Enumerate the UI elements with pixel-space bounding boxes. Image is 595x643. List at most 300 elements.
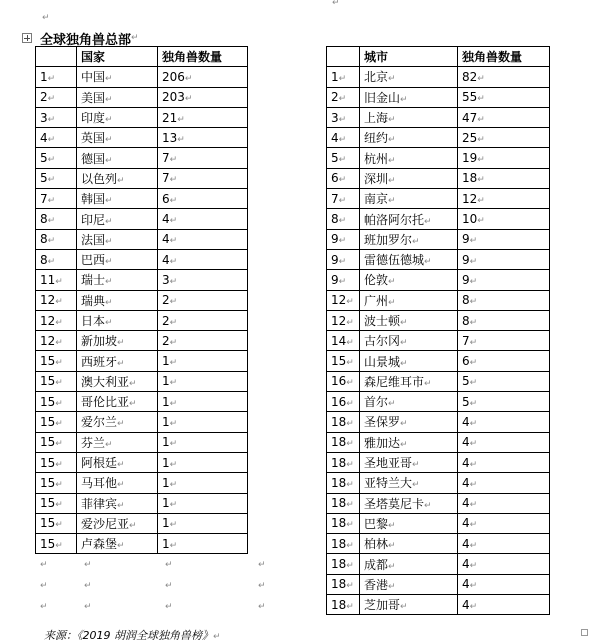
city-cell[interactable]: 香港↵ <box>360 574 458 594</box>
cell-mark: ↵ <box>388 581 396 592</box>
cell-mark: ↵ <box>346 581 354 592</box>
count-cell[interactable]: 3↵ <box>158 270 248 290</box>
count-cell[interactable]: 1↵ <box>158 412 248 432</box>
rank-cell[interactable]: 15↵ <box>36 493 77 513</box>
count-cell[interactable]: 206↵ <box>158 67 248 87</box>
table-row <box>327 534 550 554</box>
table-header-row <box>36 47 248 67</box>
cell-mark: ↵ <box>400 358 408 369</box>
paragraph-mark: ↵ <box>42 13 50 23</box>
cell-mark: ↵ <box>169 337 178 348</box>
cell-mark: ↵ <box>477 216 485 227</box>
cell-mark: ↵ <box>47 155 56 166</box>
count-cell[interactable]: 1↵ <box>158 351 248 371</box>
cell-mark: ↵ <box>469 540 478 551</box>
table-row <box>327 574 550 594</box>
count-cell[interactable]: 13↵ <box>158 128 248 148</box>
table-row <box>36 392 248 412</box>
table-row <box>36 249 248 269</box>
city-cell[interactable]: 巴黎↵ <box>360 513 458 533</box>
cell-mark: ↵ <box>105 94 113 105</box>
cell-mark: ↵ <box>469 561 478 572</box>
cell-mark: ↵ <box>388 399 396 410</box>
table-move-handle-icon[interactable] <box>22 33 32 43</box>
count-cell[interactable]: 9↵ <box>458 249 550 269</box>
cell-mark: ↵ <box>469 317 478 328</box>
city-cell[interactable]: 帕洛阿尔托↵ <box>360 209 458 229</box>
cell-mark: ↵ <box>469 459 478 470</box>
cell-mark: ↵ <box>105 74 113 85</box>
city-cell[interactable]: 伦敦↵ <box>360 270 458 290</box>
paragraph-mark: ↵ <box>258 560 266 571</box>
cell-mark: ↵ <box>346 297 354 308</box>
cell-mark: ↵ <box>105 439 113 450</box>
cell-mark: ↵ <box>177 134 185 145</box>
cell-mark: ↵ <box>117 500 125 511</box>
country-cell[interactable]: 芬兰↵ <box>77 432 158 452</box>
cell-mark: ↵ <box>47 175 56 186</box>
country-cell[interactable]: 菲律宾↵ <box>77 493 158 513</box>
country-header: 国家 <box>77 47 158 67</box>
paragraph-mark: ↵ <box>165 581 173 592</box>
paragraph-mark: ↵ <box>165 560 173 571</box>
cell-mark: ↵ <box>388 115 396 126</box>
country-cell[interactable]: 西班牙↵ <box>77 351 158 371</box>
cell-mark: ↵ <box>55 276 63 287</box>
rank-cell[interactable]: 7↵ <box>36 189 77 209</box>
city-cell[interactable]: 山景城↵ <box>360 351 458 371</box>
country-cell[interactable]: 卢森堡↵ <box>77 534 158 554</box>
cell-mark: ↵ <box>469 358 478 369</box>
cell-mark: ↵ <box>47 236 56 247</box>
cell-mark: ↵ <box>169 155 178 166</box>
rank-cell[interactable]: 18↵ <box>327 473 360 493</box>
country-cell[interactable]: 韩国↵ <box>77 189 158 209</box>
table-row <box>327 249 550 269</box>
table-row <box>327 351 550 371</box>
count-cell[interactable]: 1↵ <box>158 534 248 554</box>
count-cell[interactable]: 12↵ <box>458 189 550 209</box>
cell-mark: ↵ <box>105 277 113 288</box>
cell-mark: ↵ <box>400 94 408 105</box>
rank-cell[interactable]: 2↵ <box>327 87 360 107</box>
cell-mark: ↵ <box>338 216 347 227</box>
rank-cell[interactable]: 8↵ <box>36 229 77 249</box>
table-row <box>327 87 550 107</box>
count-cell[interactable]: 4↵ <box>458 554 550 574</box>
table-row <box>36 351 248 371</box>
cell-mark: ↵ <box>469 418 478 429</box>
table-row <box>327 290 550 310</box>
cell-mark: ↵ <box>169 236 178 247</box>
city-cell[interactable]: 芝加哥↵ <box>360 595 458 615</box>
rank-cell[interactable]: 12↵ <box>36 331 77 351</box>
count-cell[interactable]: 82↵ <box>458 67 550 87</box>
cell-mark: ↵ <box>388 277 396 288</box>
table-row <box>327 513 550 533</box>
rank-cell[interactable]: 15↵ <box>36 371 77 391</box>
cell-mark: ↵ <box>424 216 432 227</box>
count-cell[interactable]: 1↵ <box>158 473 248 493</box>
cell-mark: ↵ <box>169 216 178 227</box>
cell-mark: ↵ <box>346 378 354 389</box>
country-table-body <box>36 67 248 554</box>
city-cell[interactable]: 古尔冈↵ <box>360 331 458 351</box>
cell-mark: ↵ <box>346 459 354 470</box>
cell-mark: ↵ <box>338 256 347 267</box>
cell-mark: ↵ <box>338 134 347 145</box>
cell-mark: ↵ <box>169 317 178 328</box>
country-cell[interactable]: 阿根廷↵ <box>77 452 158 472</box>
cell-mark: ↵ <box>346 540 354 551</box>
cell-mark: ↵ <box>400 318 408 328</box>
city-cell[interactable]: 杭州↵ <box>360 148 458 168</box>
cell-mark: ↵ <box>469 439 478 450</box>
count-cell[interactable]: 4↵ <box>458 534 550 554</box>
rank-cell[interactable]: 18↵ <box>327 412 360 432</box>
count-cell[interactable]: 1↵ <box>158 452 248 472</box>
cell-mark: ↵ <box>469 256 478 267</box>
city-cell[interactable]: 北京↵ <box>360 67 458 87</box>
rank-cell[interactable]: 16↵ <box>327 371 360 391</box>
count-cell[interactable]: 5↵ <box>458 392 550 412</box>
cell-mark: ↵ <box>55 358 63 369</box>
cell-mark: ↵ <box>105 196 113 207</box>
table-row <box>36 87 248 107</box>
count-cell[interactable]: 5↵ <box>458 371 550 391</box>
cell-mark: ↵ <box>129 378 137 389</box>
count-cell[interactable]: 4↵ <box>458 432 550 452</box>
rank-cell[interactable]: 18↵ <box>327 493 360 513</box>
table-row <box>327 189 550 209</box>
city-cell[interactable]: 圣塔莫尼卡↵ <box>360 493 458 513</box>
rank-cell[interactable]: 5↵ <box>36 148 77 168</box>
cell-mark: ↵ <box>169 439 178 450</box>
count-cell[interactable]: 4↵ <box>458 595 550 615</box>
city-cell[interactable]: 广州↵ <box>360 290 458 310</box>
city-cell[interactable]: 雷德伍德城↵ <box>360 249 458 269</box>
rank-cell[interactable]: 9↵ <box>327 249 360 269</box>
cell-mark: ↵ <box>169 256 178 267</box>
country-cell[interactable]: 瑞典↵ <box>77 290 158 310</box>
cell-mark: ↵ <box>338 94 347 105</box>
city-cell[interactable]: 波士顿↵ <box>360 310 458 330</box>
table-row <box>36 432 248 452</box>
count-cell[interactable]: 4↵ <box>158 209 248 229</box>
count-cell[interactable]: 4↵ <box>458 493 550 513</box>
country-cell[interactable]: 日本↵ <box>77 310 158 330</box>
cell-mark: ↵ <box>424 378 432 389</box>
paragraph-mark: ↵ <box>332 0 340 8</box>
count-cell[interactable]: 7↵ <box>458 331 550 351</box>
rank-cell[interactable]: 12↵ <box>327 310 360 330</box>
city-cell[interactable]: 南京↵ <box>360 189 458 209</box>
cell-mark: ↵ <box>346 601 354 612</box>
rank-cell[interactable]: 5↵ <box>36 168 77 188</box>
cell-mark: ↵ <box>412 236 420 247</box>
cell-mark: ↵ <box>338 73 347 84</box>
cell-mark: ↵ <box>105 236 113 247</box>
country-table <box>35 46 248 554</box>
count-cell[interactable]: 8↵ <box>458 310 550 330</box>
count-cell[interactable]: 1↵ <box>158 371 248 391</box>
city-cell[interactable]: 柏林↵ <box>360 534 458 554</box>
rank-cell[interactable]: 6↵ <box>327 168 360 188</box>
table-row <box>36 534 248 554</box>
city-header: 城市 <box>360 47 458 67</box>
rank-cell[interactable]: 15↵ <box>36 412 77 432</box>
rank-cell[interactable]: 18↵ <box>327 554 360 574</box>
count-cell[interactable]: 19↵ <box>458 148 550 168</box>
city-table <box>326 46 550 615</box>
rank-cell[interactable]: 1↵ <box>36 67 77 87</box>
country-cell[interactable]: 印度↵ <box>77 107 158 127</box>
rank-cell[interactable]: 8↵ <box>327 209 360 229</box>
city-cell[interactable]: 旧金山↵ <box>360 87 458 107</box>
page-corner-mark <box>581 629 588 636</box>
rank-cell[interactable]: 18↵ <box>327 534 360 554</box>
rank-cell[interactable]: 8↵ <box>36 209 77 229</box>
rank-cell[interactable]: 15↵ <box>36 513 77 533</box>
count-cell[interactable]: 1↵ <box>158 513 248 533</box>
country-cell[interactable]: 印尼↵ <box>77 209 158 229</box>
cell-mark: ↵ <box>169 500 178 511</box>
count-cell[interactable]: 4↵ <box>458 473 550 493</box>
count-cell[interactable]: 4↵ <box>158 249 248 269</box>
rank-cell[interactable]: 12↵ <box>36 290 77 310</box>
count-cell[interactable]: 8↵ <box>458 290 550 310</box>
count-cell[interactable]: 4↵ <box>458 452 550 472</box>
rank-cell[interactable]: 9↵ <box>327 229 360 249</box>
cell-mark: ↵ <box>47 195 56 206</box>
table-row <box>36 189 248 209</box>
cell-mark: ↵ <box>400 439 408 450</box>
count-cell[interactable]: 55↵ <box>458 87 550 107</box>
city-cell[interactable]: 上海↵ <box>360 107 458 127</box>
count-cell[interactable]: 18↵ <box>458 168 550 188</box>
count-cell[interactable]: 21↵ <box>158 107 248 127</box>
city-cell[interactable]: 圣保罗↵ <box>360 412 458 432</box>
cell-mark: ↵ <box>388 155 396 166</box>
rank-header <box>327 47 360 67</box>
rank-cell[interactable]: 5↵ <box>327 148 360 168</box>
table-row <box>327 168 550 188</box>
rank-cell[interactable]: 18↵ <box>327 595 360 615</box>
rank-cell[interactable]: 15↵ <box>36 452 77 472</box>
rank-cell[interactable]: 18↵ <box>327 574 360 594</box>
count-cell[interactable]: 2↵ <box>158 331 248 351</box>
count-cell[interactable]: 7↵ <box>158 168 248 188</box>
table-row <box>36 128 248 148</box>
cell-mark: ↵ <box>424 500 432 511</box>
table-row <box>36 290 248 310</box>
cell-mark: ↵ <box>169 378 178 389</box>
city-cell[interactable]: 雅加达↵ <box>360 432 458 452</box>
rank-cell[interactable]: 4↵ <box>36 128 77 148</box>
count-cell[interactable]: 4↵ <box>458 574 550 594</box>
cell-mark: ↵ <box>169 398 178 409</box>
country-cell[interactable]: 哥伦比亚↵ <box>77 392 158 412</box>
paragraph-mark: ↵ <box>213 632 221 642</box>
table-row <box>327 554 550 574</box>
city-cell[interactable]: 深圳↵ <box>360 168 458 188</box>
count-cell[interactable]: 1↵ <box>158 493 248 513</box>
table-row <box>327 331 550 351</box>
table-row <box>327 473 550 493</box>
city-cell[interactable]: 纽约↵ <box>360 128 458 148</box>
count-cell[interactable]: 1↵ <box>158 432 248 452</box>
count-cell[interactable]: 10↵ <box>458 209 550 229</box>
cell-mark: ↵ <box>388 541 396 552</box>
paragraph-mark: ↵ <box>84 602 92 613</box>
country-cell[interactable]: 法国↵ <box>77 229 158 249</box>
cell-mark: ↵ <box>388 520 396 531</box>
table-row <box>36 371 248 391</box>
rank-cell[interactable]: 14↵ <box>327 331 360 351</box>
country-cell[interactable]: 以色列↵ <box>77 168 158 188</box>
cell-mark: ↵ <box>388 175 396 186</box>
country-cell[interactable]: 新加坡↵ <box>77 331 158 351</box>
cell-mark: ↵ <box>338 114 347 125</box>
cell-mark: ↵ <box>47 114 56 125</box>
cell-mark: ↵ <box>117 541 125 552</box>
rank-cell[interactable]: 15↵ <box>327 351 360 371</box>
cell-mark: ↵ <box>469 601 478 612</box>
count-cell[interactable]: 9↵ <box>458 229 550 249</box>
cell-mark: ↵ <box>105 318 113 328</box>
cell-mark: ↵ <box>412 480 420 491</box>
rank-cell[interactable]: 18↵ <box>327 513 360 533</box>
country-cell[interactable]: 爱沙尼亚↵ <box>77 513 158 533</box>
rank-cell[interactable]: 3↵ <box>36 107 77 127</box>
rank-cell[interactable]: 18↵ <box>327 452 360 472</box>
count-cell[interactable]: 6↵ <box>458 351 550 371</box>
cell-mark: ↵ <box>47 94 56 105</box>
rank-cell[interactable]: 8↵ <box>36 249 77 269</box>
cell-mark: ↵ <box>388 561 396 572</box>
cell-mark: ↵ <box>55 540 63 551</box>
rank-cell[interactable]: 18↵ <box>327 432 360 452</box>
table-row <box>327 128 550 148</box>
city-cell[interactable]: 成都↵ <box>360 554 458 574</box>
city-cell[interactable]: 亚特兰大↵ <box>360 473 458 493</box>
cell-mark: ↵ <box>412 460 420 471</box>
table-row <box>327 595 550 615</box>
count-cell[interactable]: 203↵ <box>158 87 248 107</box>
count-cell[interactable]: 9↵ <box>458 270 550 290</box>
table-row <box>36 310 248 330</box>
count-cell[interactable]: 1↵ <box>158 392 248 412</box>
rank-cell[interactable]: 2↵ <box>36 87 77 107</box>
cell-mark: ↵ <box>388 297 396 308</box>
cell-mark: ↵ <box>169 297 178 308</box>
cell-mark: ↵ <box>469 378 478 389</box>
country-cell[interactable]: 巴西↵ <box>77 249 158 269</box>
rank-cell[interactable]: 15↵ <box>36 473 77 493</box>
count-cell[interactable]: 2↵ <box>158 310 248 330</box>
cell-mark: ↵ <box>55 378 63 389</box>
country-cell[interactable]: 中国↵ <box>77 67 158 87</box>
rank-cell[interactable]: 15↵ <box>36 392 77 412</box>
count-cell[interactable]: 6↵ <box>158 189 248 209</box>
country-cell[interactable]: 爱尔兰↵ <box>77 412 158 432</box>
cell-mark: ↵ <box>55 398 63 409</box>
cell-mark: ↵ <box>346 500 354 511</box>
table-row <box>36 107 248 127</box>
cell-mark: ↵ <box>169 520 178 531</box>
table-row <box>327 392 550 412</box>
cell-mark: ↵ <box>477 134 485 145</box>
cell-mark: ↵ <box>469 398 478 409</box>
rank-cell[interactable]: 15↵ <box>36 534 77 554</box>
country-cell[interactable]: 澳大利亚↵ <box>77 371 158 391</box>
rank-cell[interactable]: 3↵ <box>327 107 360 127</box>
city-cell[interactable]: 首尔↵ <box>360 392 458 412</box>
rank-cell[interactable]: 7↵ <box>327 189 360 209</box>
rank-cell[interactable]: 16↵ <box>327 392 360 412</box>
country-cell[interactable]: 德国↵ <box>77 148 158 168</box>
rank-cell[interactable]: 15↵ <box>36 351 77 371</box>
rank-cell[interactable]: 12↵ <box>36 310 77 330</box>
rank-cell[interactable]: 11↵ <box>36 270 77 290</box>
city-cell[interactable]: 班加罗尔↵ <box>360 229 458 249</box>
paragraph-mark: ↵ <box>40 602 48 613</box>
cell-mark: ↵ <box>346 337 354 348</box>
cell-mark: ↵ <box>169 195 178 206</box>
paragraph-mark: ↵ <box>258 602 266 613</box>
count-cell[interactable]: 2↵ <box>158 290 248 310</box>
country-cell[interactable]: 英国↵ <box>77 128 158 148</box>
rank-header <box>36 47 77 67</box>
table-row <box>36 452 248 472</box>
paragraph-mark: ↵ <box>258 581 266 592</box>
table-row <box>36 473 248 493</box>
cell-mark: ↵ <box>55 337 63 348</box>
count-cell[interactable]: 4↵ <box>458 412 550 432</box>
count-cell[interactable]: 4↵ <box>158 229 248 249</box>
cell-mark: ↵ <box>47 256 56 267</box>
cell-mark: ↵ <box>55 317 63 328</box>
count-header: 独角兽数量 <box>458 47 550 67</box>
rank-cell[interactable]: 12↵ <box>327 290 360 310</box>
table-row <box>327 107 550 127</box>
count-cell[interactable]: 25↵ <box>458 128 550 148</box>
cell-mark: ↵ <box>55 479 63 490</box>
count-cell[interactable]: 4↵ <box>458 513 550 533</box>
cell-mark: ↵ <box>469 337 478 348</box>
city-cell[interactable]: 森尼维耳市↵ <box>360 371 458 391</box>
cell-mark: ↵ <box>169 358 178 369</box>
table-row <box>327 493 550 513</box>
rank-cell[interactable]: 1↵ <box>327 67 360 87</box>
source-text: 来源：《2019 胡润全球独角兽榜》 <box>44 629 213 642</box>
cell-mark: ↵ <box>477 114 485 125</box>
rank-cell[interactable]: 15↵ <box>36 432 77 452</box>
country-cell[interactable]: 美国↵ <box>77 87 158 107</box>
country-cell[interactable]: 瑞士↵ <box>77 270 158 290</box>
cell-mark: ↵ <box>47 216 56 227</box>
city-cell[interactable]: 圣地亚哥↵ <box>360 452 458 472</box>
table-row <box>36 513 248 533</box>
count-cell[interactable]: 7↵ <box>158 148 248 168</box>
rank-cell[interactable]: 4↵ <box>327 128 360 148</box>
country-cell[interactable]: 马耳他↵ <box>77 473 158 493</box>
count-cell[interactable]: 47↵ <box>458 107 550 127</box>
paragraph-mark: ↵ <box>84 581 92 592</box>
cell-mark: ↵ <box>477 94 485 105</box>
cell-mark: ↵ <box>469 236 478 247</box>
rank-cell[interactable]: 9↵ <box>327 270 360 290</box>
